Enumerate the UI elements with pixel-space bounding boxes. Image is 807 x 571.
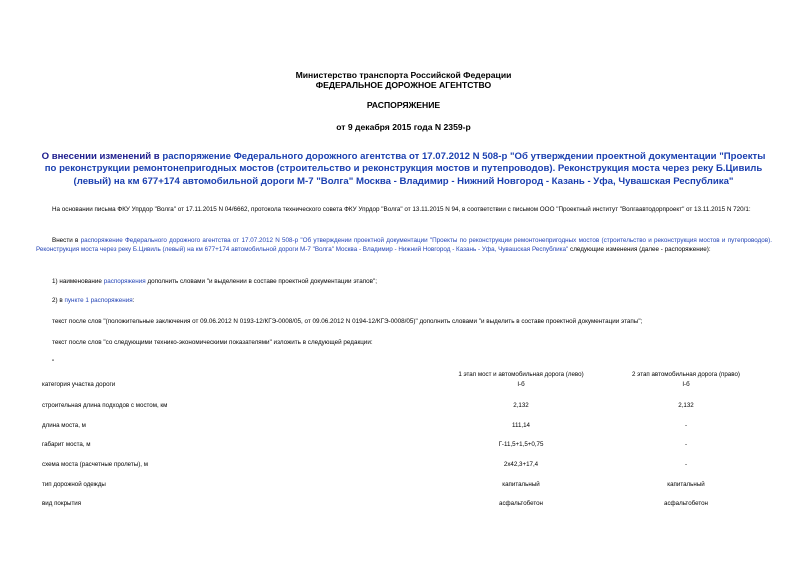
- para2-suffix: следующие изменения (далее - распоряжение):: [568, 246, 711, 254]
- text-after-2: текст после слов "со следующими технико-экономическими показателями" изложить в следующей редакции:: [52, 339, 373, 346]
- row-value-stage2: 2,132: [678, 402, 694, 409]
- ministry-name: Министерство транспорта Российской Федерации: [295, 70, 512, 80]
- item1-link[interactable]: распоряжения: [103, 278, 146, 285]
- para2-link[interactable]: распоряжение Федерального дорожного агентства от 17.07.2012 N 508-р "Об утверждении проектной документации "Проекты по реконструкции ремонтонепригодных мостов (строительство и реконструкция мостов и путепроводов). Реконструкция моста через реку Б.Цивиль (левый) на км 677+174 автомобильной дороги М-7 "Волга" Москва - Владимир - Нижний Новгород - Казань - Уфа, Чувашская Республика": [36, 237, 772, 254]
- row-label: строительная длина подходов с мостом, км: [42, 402, 168, 409]
- item1-prefix: 1) наименование: [52, 278, 104, 285]
- title-prefix: О внесении изменений в: [41, 151, 163, 162]
- title-link[interactable]: распоряжение Федерального дорожного агентства от 17.07.2012 N 508-р "Об утверждении проектной документации "Проекты по реконструкции ремонтонепригодных мостов (строительство и реконструкция мостов и путепроводов). Реконструкция моста через реку Б.Цивиль (левый) на км 677+174 автомобильной дороги М-7 "Волга" Москва - Владимир - Нижний Новгород - Казань - Уфа, Чувашская Республика": [44, 151, 766, 187]
- document-title: [36, 151, 771, 188]
- row-value-stage2: капитальный: [667, 481, 705, 488]
- row-value-stage1: асфальтобетон: [499, 500, 543, 507]
- row-value-stage1: капитальный: [502, 481, 540, 488]
- paragraph-amend: [36, 236, 772, 255]
- row-value-stage1: I-б: [517, 381, 525, 388]
- table-col-header-1: 1 этап мост и автомобильная дорога (лево): [458, 371, 584, 378]
- row-value-stage1: 111,14: [511, 422, 530, 429]
- text-after-1: текст после слов "(положительные заключения от 09.06.2012 N 0193-12/КГЭ-0008/05, от 09.06.2012 N 0194-12/КГЭ-0008/05)" дополнить словами "и выделить в составе проектной документации этапы";: [52, 318, 643, 325]
- row-label: категория участка дороги: [42, 381, 116, 388]
- para2-prefix: Внести в: [52, 237, 81, 244]
- row-label: габарит моста, м: [42, 441, 91, 448]
- row-label: схема моста (расчетные пролеты), м: [42, 461, 148, 468]
- quote-mark: ": [52, 359, 55, 366]
- row-label: тип дорожной одежды: [42, 481, 106, 488]
- item-1: [36, 277, 772, 286]
- row-label: вид покрытия: [42, 500, 82, 507]
- row-value-stage2: асфальтобетон: [664, 500, 708, 507]
- document-date-number: от 9 декабря 2015 года N 2359-р: [336, 122, 471, 132]
- row-value-stage2: -: [684, 422, 688, 429]
- paragraph-basis: На основании письма ФКУ Упрдор "Волга" от 17.11.2015 N 04/6662, протокола технического совета ФКУ Упрдор "Волга" от 13.11.2015 N 94, в соответствии с письмом ООО "Проектный институт "Волгаавтодорпроект" от 13.11.2015 N 720/1:: [52, 206, 751, 213]
- item2-link[interactable]: пункте 1 распоряжения: [64, 297, 133, 304]
- table-col-header-2: 2 этап автомобильная дорога (право): [632, 371, 740, 378]
- row-value-stage1: Г-11,5+1,5+0,75: [498, 441, 544, 448]
- document-type: РАСПОРЯЖЕНИЕ: [366, 100, 441, 110]
- item2-prefix: 2) в: [52, 297, 65, 304]
- row-label: длина моста, м: [42, 422, 86, 429]
- row-value-stage2: -: [684, 461, 688, 468]
- row-value-stage2: -: [684, 441, 688, 448]
- row-value-stage1: 2х42,3+17,4: [503, 461, 539, 468]
- row-value-stage1: 2,132: [513, 402, 529, 409]
- item-2: [36, 296, 772, 305]
- row-value-stage2: I-б: [682, 381, 690, 388]
- agency-name: ФЕДЕРАЛЬНОЕ ДОРОЖНОЕ АГЕНТСТВО: [315, 80, 492, 90]
- item2-suffix: :: [132, 297, 135, 304]
- item1-suffix: дополнить словами "и выделении в составе проектной документации этапов";: [145, 278, 377, 285]
